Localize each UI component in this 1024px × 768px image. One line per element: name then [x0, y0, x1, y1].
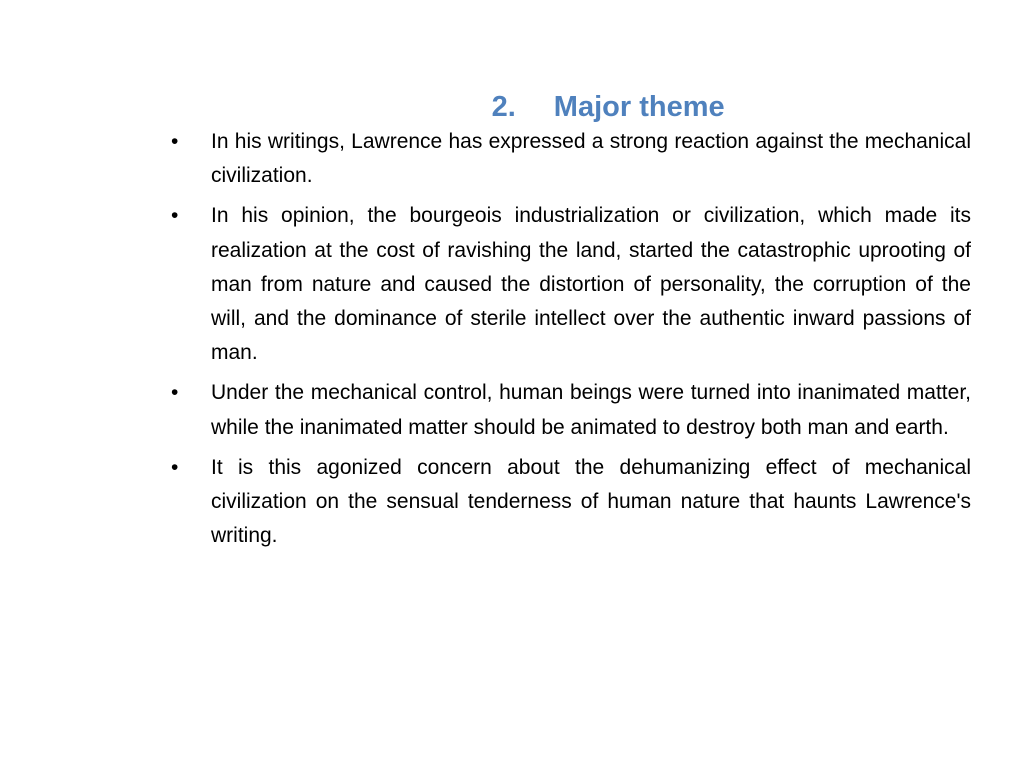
title-number: 2. — [491, 91, 516, 123]
bullet-item — [168, 451, 971, 554]
bullet-list — [168, 125, 971, 559]
bullet-item — [168, 376, 971, 444]
bullet-icon: • — [171, 381, 179, 405]
bullet-icon: • — [171, 204, 179, 228]
bullet-text: In his writings, Lawrence has expressed a strong reaction against the mechanical civilization. — [211, 130, 971, 188]
bullet-text: Under the mechanical control, human beings were turned into inanimated matter, while the inanimated matter should be animated to destroy both man and earth. — [211, 381, 971, 439]
title-text: Major theme — [553, 91, 725, 123]
bullet-icon: • — [171, 455, 179, 479]
bullet-text: In his opinion, the bourgeois industrialization or civilization, which made its realization at the cost of ravishing the land, started the catastrophic uprooting of man from nature and caused the distortion of personality, the corruption of the will, and the dominance of sterile intellect over the authentic inward passions of man. — [211, 204, 971, 365]
bullet-item — [168, 125, 971, 193]
bullet-icon: • — [171, 130, 179, 153]
bullet-item — [168, 199, 971, 370]
bullet-text: It is this agonized concern about the dehumanizing effect of mechanical civilization on the sensual tenderness of human nature that haunts Lawrence's writing. — [211, 455, 971, 548]
